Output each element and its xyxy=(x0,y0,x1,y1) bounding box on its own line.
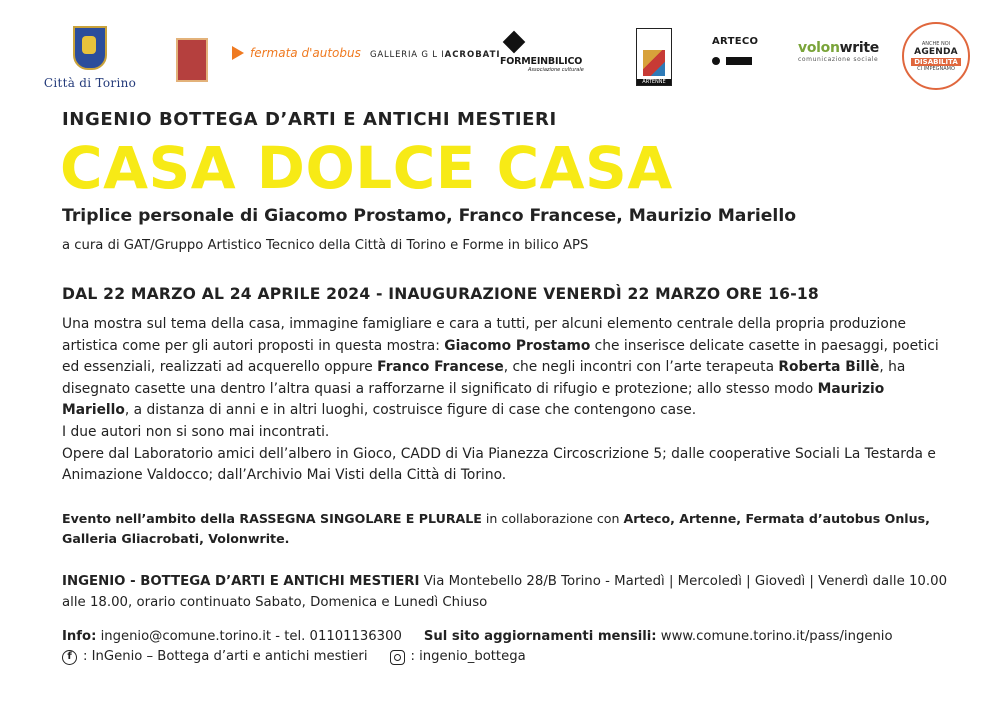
description-text: che inserisce delicate casette in paesaggi, poetici ed essenziali, realizzati ad acquerello oppure xyxy=(62,337,939,376)
galleria-gliacrobati-logo xyxy=(370,50,501,60)
therapist-name: Roberta Billè xyxy=(778,359,880,376)
arteco-dot-icon xyxy=(712,57,720,65)
ingenio-logo xyxy=(176,38,208,82)
volonwrite-logo-text xyxy=(798,40,879,56)
contact-info xyxy=(62,627,952,647)
website-link[interactable]: www.comune.torino.it/pass/ingenio xyxy=(656,629,893,644)
description-text: , ha disegnato casette una dentro l’altra quasi a rafforzarne il significato di rifugio e protezione; allo stesso modo xyxy=(62,359,906,397)
description-paragraph xyxy=(62,314,940,422)
venue-name: INGENIO - BOTTEGA D’ARTI E ANTICHI MESTIERI xyxy=(62,574,420,589)
artenne-logo xyxy=(636,28,672,86)
torino-crest-icon xyxy=(73,26,107,70)
instagram-icon[interactable] xyxy=(390,650,405,665)
artist-name: Maurizio Mariello xyxy=(62,380,885,419)
arteco-logo xyxy=(712,36,758,65)
fermata-logo-text: fermata d'autobus xyxy=(250,46,361,60)
torino-logo-text: Città di Torino xyxy=(43,76,137,90)
arteco-bar-icon xyxy=(726,57,752,65)
event-partners: Arteco, Artenne, Fermata d’autobus Onlus, Galleria Gliacrobati, Volonwrite. xyxy=(62,511,930,546)
volonwrite-subtext: comunicazione sociale xyxy=(798,56,879,63)
citta-di-torino-logo xyxy=(40,26,140,90)
fermata-autobus-logo xyxy=(232,46,361,60)
forme-logo-subtext: Associazione culturale xyxy=(528,67,584,73)
organizer-heading: INGENIO BOTTEGA D’ARTI E ANTICHI MESTIERI xyxy=(62,109,557,130)
exhibition-dates: DAL 22 MARZO AL 24 APRILE 2024 - INAUGURAZIONE VENERDÌ 22 MARZO ORE 16-18 xyxy=(62,285,819,303)
exhibition-subtitle: Triplice personale di Giacomo Prostamo, Franco Francese, Maurizio Mariello xyxy=(62,206,797,226)
volon-text: volon xyxy=(798,40,840,56)
event-connector: in collaborazione con xyxy=(481,511,624,526)
arteco-logo-text: ARTECO xyxy=(712,36,759,47)
exhibition-title: CASA DOLCE CASA xyxy=(60,134,673,202)
galleria-bold: ACROBATI xyxy=(444,50,501,60)
social-links xyxy=(62,647,526,667)
artenne-logo-text: ARTENNE xyxy=(637,79,671,85)
description-text: , che negli incontri con l’arte terapeuta xyxy=(503,359,779,376)
curator-line: a cura di GAT/Gruppo Artistico Tecnico della Città di Torino e Forme in bilico APS xyxy=(62,238,589,253)
description-text: , a distanza di anni e in altri luoghi, costruisce figure di case che contengono case. xyxy=(124,402,697,419)
forme-logo-text: FORMEINBILICO xyxy=(500,56,583,67)
agenda-main-text: AGENDA xyxy=(914,46,958,57)
description-works: Opere dal Laboratorio amici dell’albero in Gioco, CADD di Via Pianezza Circoscrizione 5; dalle cooperative Sociali La Testarda e Animazione Valdocco; dall’Archivio Mai Visti della Città di Torino. xyxy=(62,445,936,484)
fermata-arrow-icon xyxy=(232,46,244,60)
description-note: I due autori non si sono mai incontrati. xyxy=(62,423,330,440)
galleria-prefix: GALLERIA G L I xyxy=(370,50,445,60)
sponsor-logos xyxy=(40,22,980,102)
write-text: write xyxy=(839,40,879,56)
volonwrite-logo xyxy=(798,40,879,63)
facebook-icon[interactable]: f xyxy=(62,650,77,665)
event-context xyxy=(62,509,952,549)
instagram-handle[interactable]: : ingenio_bottega xyxy=(410,649,526,664)
venue-info xyxy=(62,572,952,613)
description-body xyxy=(62,314,940,487)
facebook-handle[interactable]: : InGenio – Bottega d’arti e antichi mestieri xyxy=(83,649,368,664)
venue-details: Via Montebello 28/B Torino - Martedì | Mercoledì | Giovedì | Venerdì dalle 10.00 alle 18.00, orario continuato Sabato, Domenica e Lunedì Chiuso xyxy=(62,574,948,610)
agenda-top-text: ANCHE NOI xyxy=(921,40,951,47)
agenda-disabilita-logo xyxy=(902,22,970,90)
artenne-figure-icon xyxy=(643,50,665,76)
info-label: Info: xyxy=(62,629,97,644)
event-rassegna: Evento nell’ambito della RASSEGNA SINGOLARE E PLURALE xyxy=(62,511,482,526)
forme-in-bilico-logo xyxy=(500,34,584,73)
agenda-tag-text: DISABILITÀ xyxy=(911,58,961,66)
site-label: Sul sito aggiornamenti mensili: xyxy=(423,629,657,644)
contact-details[interactable]: ingenio@comune.torino.it - tel. 01101136300 xyxy=(96,629,402,644)
forme-shape-icon xyxy=(503,31,526,54)
agenda-bottom-text: CI IMPEGNAMO xyxy=(917,65,955,72)
description-text: Una mostra sul tema della casa, immagine famigliare e cara a tutti, per alcuni elemento centrale della propria produzione artistica come per gli autori proposti in questa mostra: xyxy=(62,316,907,354)
artist-name: Franco Francese xyxy=(377,359,504,376)
artist-name: Giacomo Prostamo xyxy=(444,337,591,354)
